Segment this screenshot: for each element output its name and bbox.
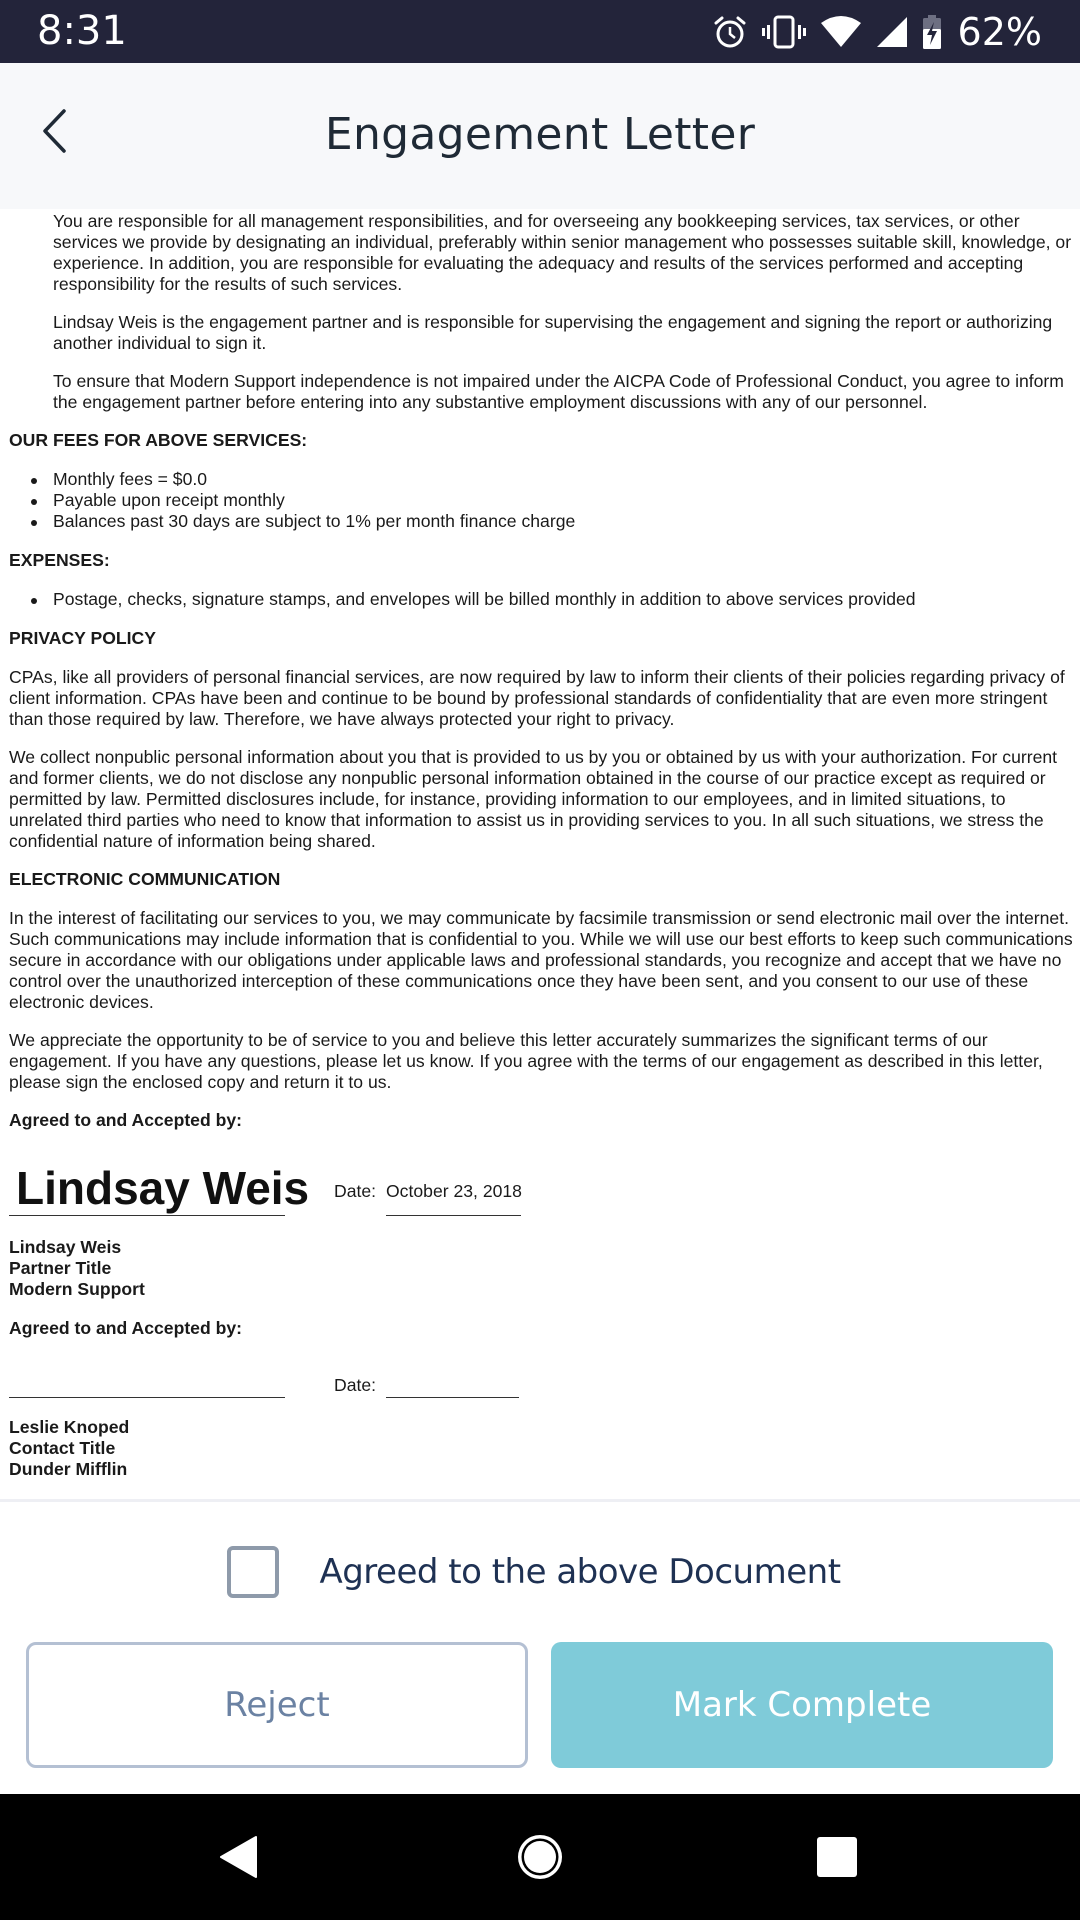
date-label: Date: bbox=[334, 1181, 377, 1201]
electronic-communication-heading: ELECTRONIC COMMUNICATION bbox=[9, 869, 281, 889]
paragraph: To ensure that Modern Support independence is not impaired under the AICPA Code of Professional Conduct, you agree to inform the engagement partner before entering into any substantive employment discussions with any of our personnel. bbox=[53, 371, 1064, 412]
document-viewer[interactable] bbox=[0, 209, 1080, 1499]
alarm-icon bbox=[712, 14, 748, 50]
privacy-heading: PRIVACY POLICY bbox=[9, 628, 156, 648]
signer-info-partner bbox=[9, 1237, 1074, 1300]
date-value: October 23, 2018 bbox=[386, 1181, 522, 1201]
signer-info-contact bbox=[9, 1417, 1074, 1480]
expenses-heading: EXPENSES: bbox=[9, 550, 110, 570]
recents-nav-icon bbox=[816, 1836, 858, 1883]
paragraph: You are responsible for all management responsibilities, and for overseeing any bookkeeping services, tax services, or other services we provide by designating an individual, preferably within senior management who possesses suitable skill, knowledge, or experience. In addition, you are responsible for evaluating the adequacy and results of the services performed and accepting responsibility for the results of such services. bbox=[53, 211, 1072, 294]
signature-line[interactable] bbox=[9, 1397, 285, 1398]
nav-recents-button[interactable] bbox=[802, 1824, 872, 1894]
paragraph: We collect nonpublic personal information about you that is provided to us by you or obtained by us with your authorization. For current and former clients, we do not disclose any nonpublic personal information obtained in the course of our practice except as required or permitted by law. Permitted disclosures include, for instance, providing information to our employees, and in limited situations, to unrelated third parties who need to know that information to assist us in providing services to you. In all such situations, we stress the confidential nature of information being shared. bbox=[9, 747, 1058, 851]
system-nav-bar bbox=[0, 1794, 1080, 1920]
signer-title: Partner Title bbox=[9, 1258, 112, 1278]
signer-company: Dunder Mifflin bbox=[9, 1459, 128, 1479]
list-item: Payable upon receipt monthly bbox=[53, 490, 1074, 511]
mark-complete-button[interactable]: Mark Complete bbox=[551, 1642, 1053, 1768]
list-item: Monthly fees = $0.0 bbox=[53, 469, 1074, 490]
signature-line bbox=[9, 1215, 285, 1216]
battery-percent: 62% bbox=[957, 10, 1042, 54]
accepted-by-heading: Agreed to and Accepted by: bbox=[9, 1318, 242, 1338]
status-bar bbox=[0, 0, 1080, 63]
signature: Lindsay Weis bbox=[16, 1162, 310, 1214]
status-icons bbox=[712, 10, 1042, 54]
responsibilities-section bbox=[9, 211, 1074, 413]
battery-charging-icon bbox=[922, 15, 942, 49]
vibrate-icon bbox=[762, 14, 806, 50]
app-header bbox=[0, 63, 1080, 209]
nav-back-button[interactable] bbox=[203, 1824, 273, 1894]
date-line[interactable] bbox=[386, 1397, 519, 1398]
list-item: Postage, checks, signature stamps, and envelopes will be billed monthly in addition to above services provided bbox=[53, 589, 1074, 610]
agreement-row bbox=[0, 1544, 1080, 1600]
accepted-by-heading: Agreed to and Accepted by: bbox=[9, 1110, 242, 1130]
status-time: 8:31 bbox=[37, 8, 127, 54]
signature-block-contact[interactable] bbox=[9, 1339, 1074, 1399]
paragraph: CPAs, like all providers of personal financial services, are now required by law to inform their clients of their policies regarding privacy of client information. CPAs have been and continue to be bound by professional standards of confidentiality that are even more stringent than those required by law. Therefore, we have always protected your right to privacy. bbox=[9, 667, 1065, 729]
wifi-icon bbox=[820, 15, 862, 49]
date-label: Date: bbox=[334, 1375, 377, 1395]
date-line bbox=[386, 1215, 521, 1216]
back-nav-icon bbox=[218, 1835, 258, 1884]
signer-company: Modern Support bbox=[9, 1279, 145, 1299]
signer-title: Contact Title bbox=[9, 1438, 116, 1458]
paragraph: We appreciate the opportunity to be of service to you and believe this letter accurately summarizes the significant terms of our engagement. If you have any questions, please let us know. If you agree with the terms of our engagement as described in this letter, please sign the enclosed copy and return it to us. bbox=[9, 1030, 1043, 1092]
fees-heading: OUR FEES FOR ABOVE SERVICES: bbox=[9, 430, 308, 450]
reject-button[interactable]: Reject bbox=[26, 1642, 528, 1768]
paragraph: In the interest of facilitating our services to you, we may communicate by facsimile transmission or send electronic mail over the internet. Such communications may include information that is confidential to you. While we will use our best efforts to keep such communications secure in accordance with our obligations under applicable laws and professional standards, you recognize and accept that we have no control over the unauthorized interception of these communications once they have been sent, and you consent to our use of these electronic devices. bbox=[9, 908, 1073, 1012]
agree-checkbox-label[interactable]: Agreed to the above Document bbox=[319, 1552, 841, 1592]
signer-name: Leslie Knoped bbox=[9, 1417, 130, 1437]
nav-home-button[interactable] bbox=[505, 1824, 575, 1894]
signer-name: Lindsay Weis bbox=[9, 1237, 122, 1257]
signature-block-partner bbox=[9, 1131, 1074, 1227]
divider bbox=[0, 1499, 1080, 1502]
agree-checkbox[interactable] bbox=[227, 1546, 279, 1598]
list-item: Balances past 30 days are subject to 1% per month finance charge bbox=[53, 511, 1074, 532]
fees-list bbox=[9, 469, 1074, 532]
paragraph: Lindsay Weis is the engagement partner and is responsible for supervising the engagement and signing the report or authorizing another individual to sign it. bbox=[53, 312, 1053, 353]
page-title: Engagement Letter bbox=[324, 109, 756, 160]
home-nav-icon bbox=[516, 1833, 564, 1886]
expenses-list bbox=[9, 589, 1074, 610]
cell-signal-icon bbox=[876, 16, 908, 48]
